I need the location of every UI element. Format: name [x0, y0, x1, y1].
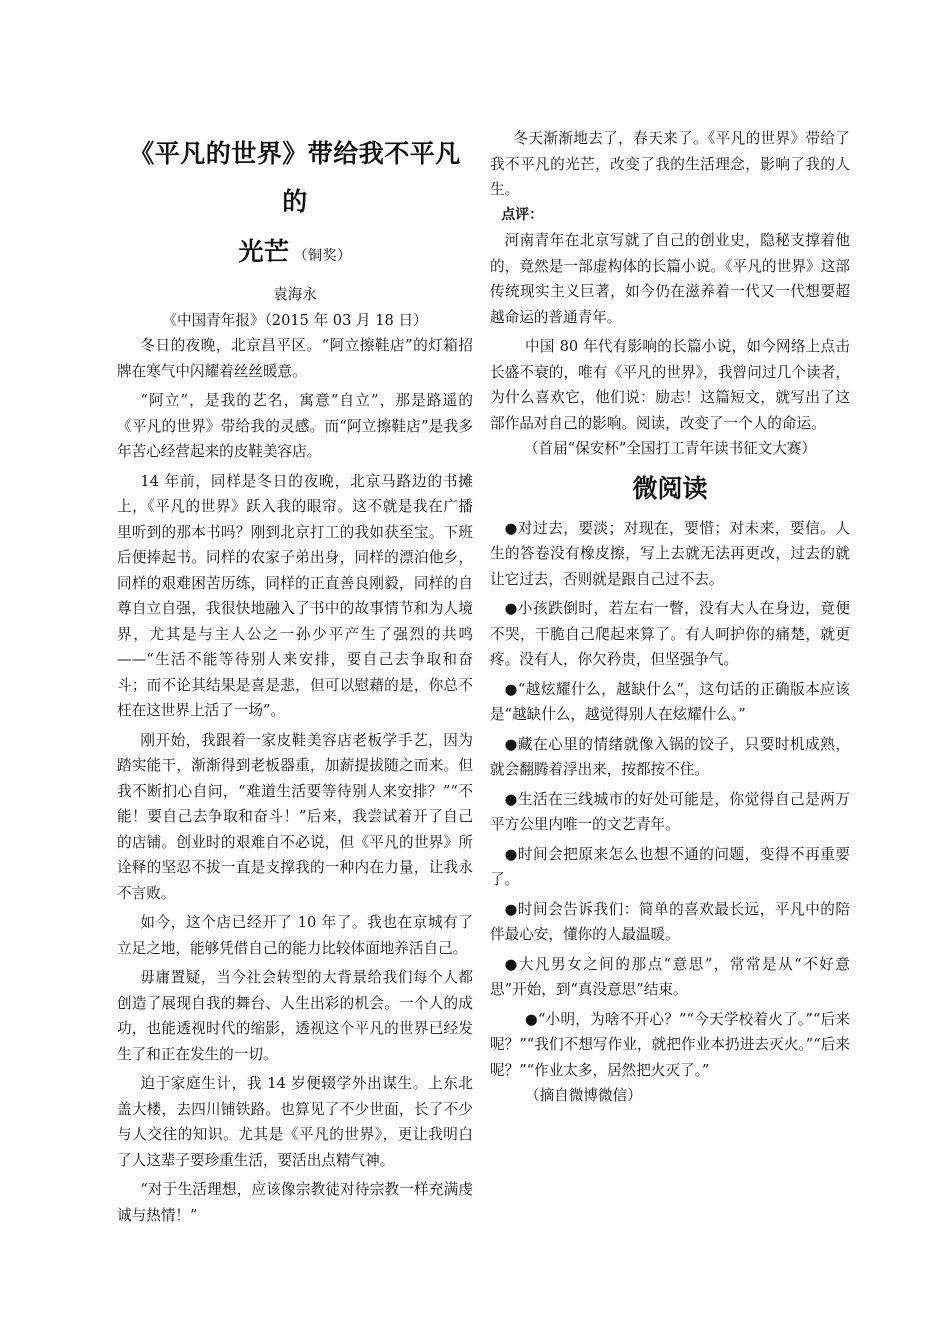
article-title-line2 [117, 226, 473, 282]
article-paragraph: 冬日的夜晚，北京昌平区。“阿立擦鞋店”的灯箱招牌在寒气中闪耀着丝丝暖意。 [117, 337, 473, 380]
micro-reading-title: 微阅读 [632, 473, 708, 503]
micro-item: ●时间会把原来怎么也想不通的问题，变得不再重要了。 [490, 845, 850, 888]
article-title-text: 光芒 [238, 237, 290, 266]
micro-item: ●藏在心里的情绪就像入锅的饺子，只要时机成熟，就会翻腾着浮出来，按都按不住。 [490, 735, 850, 778]
article-paragraph: 毋庸置疑，当今社会转型的大背景给我们每个人都创造了展现自我的舞台、人生出彩的机会。一个人的成功，也能透视时代的缩影，透视这个平凡的世界已经发生了和正在发生的一切。 [117, 969, 473, 1063]
left-column [117, 126, 473, 1228]
micro-item: ●大凡男女之间的那点“意思”，常常是从“不好意思”开始，到“真没意思”结束。 [490, 955, 850, 998]
comment-paragraph: 中国 80 年代有影响的长篇小说，如今网络上点击长盛不衰的，唯有《平凡的世界》，我曾问过几个读者，为什么喜欢它，他们说：励志！这篇短文，就写出了这部作品对自己的影响。阅读，改变了一个人的命运。 [490, 338, 850, 432]
article-paragraph: 14 年前，同样是冬日的夜晚，北京马路边的书摊上，《平凡的世界》跃入我的眼帘。这不就是我在广播里听到的那本书吗？刚到北京打工的我如获至宝。下班后便捧起书。同样的农家子弟出身，同样的漂泊他乡，同样的艰难困苦历练，同样的正直善良刚毅，同样的自尊自立自强，我很快地融入了书中的故事情节和为人境界，尤其是与主人公之一孙少平产生了强烈的共鸣——“生活不能等待别人来安排，要自己去争取和奋斗；而不论其结果是喜是悲，但可以慰藉的是，你总不枉在这世界上活了一场”。 [117, 472, 473, 719]
micro-item: ●生活在三线城市的好处可能是，你觉得自己是两万平方公里内唯一的文艺青年。 [490, 790, 850, 833]
article-source: 《中国青年报》（2015 年 03 月 18 日） [162, 311, 428, 329]
article-paragraph: “阿立”，是我的艺名，寓意“自立”，那是路遥的《平凡的世界》带给我的灵感。而“阿立擦鞋店”是我多年苦心经营起来的皮鞋美容店。 [117, 392, 473, 460]
award-label: （铜奖） [293, 248, 352, 264]
article-paragraph: 冬天渐渐地去了，春天来了。《平凡的世界》带给了我不平凡的光芒，改变了我的生活理念，影响了我的人生。 [490, 130, 850, 198]
micro-item: ●对过去，要淡；对现在，要惜；对未来，要信。人生的答卷没有橡皮擦，写上去就无法再更改，过去的就让它过去，否则就是跟自己过不去。 [490, 519, 850, 588]
article-title-line1: 《平凡的世界》带给我不平凡的 [129, 139, 461, 216]
article-paragraph: 如今，这个店已经开了 10 年了。我也在京城有了立足之地，能够凭借自己的能力比较体面地养活自己。 [117, 914, 473, 957]
micro-source: （摘自微博微信） [525, 1087, 642, 1104]
article-author: 袁海永 [273, 286, 317, 303]
micro-item: ●时间会告诉我们：简单的喜欢最长远，平凡中的陪伴最心安，懂你的人最温暖。 [490, 900, 850, 943]
micro-item: ●小孩跌倒时，若左右一瞥，没有大人在身边，竟便不哭，干脆自己爬起来算了。有人呵护你的痛楚，就更疼。没有人，你欠矜贵，但坚强争气。 [490, 600, 850, 668]
comment-paragraph: 河南青年在北京写就了自己的创业史，隐秘支撑着他的，竟然是一部虚构体的长篇小说。《平凡的世界》这部传统现实主义巨著，如今仍在滋养着一代又一代想要超越命运的普通青年。 [490, 232, 850, 326]
contest-note: （首届“保安杯”全国打工青年读书征文大赛） [523, 440, 817, 457]
article-paragraph: 刚开始，我跟着一家皮鞋美容店老板学手艺，因为踏实能干，渐渐得到老板器重，加薪提拔随之而来。但我不断扪心自问，“难道生活要等待别人来安排？”“不能！要自己去争取和奋斗！”后来，我尝试着开了自己的店铺。创业时的艰难自不必说，但《平凡的世界》所诠释的坚忍不拔一直是支撑我的一种内在力量，让我永不言败。 [117, 731, 473, 902]
article-paragraph: “对于生活理想，应该像宗教徒对待宗教一样充满虔诚与热情！” [117, 1181, 473, 1224]
micro-item: ●“小明，为啥不开心？”“今天学校着火了。”“后来呢？”“我们不想写作业，就把作业本扔进去灭火。”“后来呢？”“作业太多，居然把火灭了。” [490, 1010, 850, 1079]
micro-item: ●“越炫耀什么，越缺什么”，这句话的正确版本应该是“越缺什么，越觉得别人在炫耀什么。” [490, 680, 850, 723]
comment-label: 点评： [501, 206, 544, 223]
article-paragraph: 迫于家庭生计，我 14 岁便辍学外出谋生。上东北盖大楼，去四川铺铁路。也算见了不少世面，长了不少与人交往的知识。尤其是《平凡的世界》，更让我明白了人这辈子要珍重生活，要活出点精气神。 [117, 1075, 473, 1169]
right-column [490, 126, 850, 1109]
